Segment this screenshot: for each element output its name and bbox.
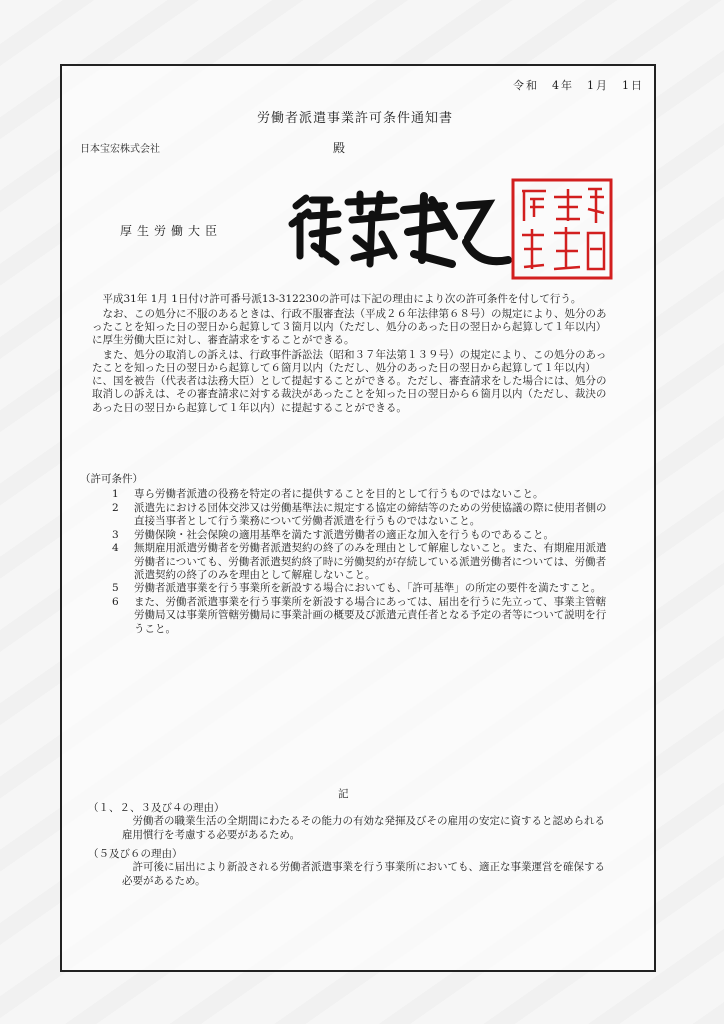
body-paragraph: 平成31年 1月 1日付け許可番号派13-312230の許可は下記の理由により次の許可条件を付して行う。 bbox=[102, 293, 582, 305]
condition-number: 2 bbox=[112, 501, 119, 514]
condition-item bbox=[92, 596, 613, 636]
condition-text: 専ら労働者派遣の役務を特定の者に提供することを目的として行うものではないこと。 bbox=[134, 488, 544, 500]
condition-number: 3 bbox=[112, 528, 119, 541]
issue-date: 令和 4年 1月 1日 bbox=[513, 79, 644, 92]
condition-item bbox=[92, 582, 613, 595]
reason-heading-1: （１、２、３及び４の理由） bbox=[88, 802, 225, 814]
conditions-heading: （許可条件） bbox=[80, 473, 143, 485]
condition-item bbox=[92, 542, 613, 582]
condition-text: 派遣先における団体交渉又は労働基準法に規定する協定の締結等のための労使協議の際に使用者側の直接当事者として行う業務について労働者派遣を行うものではないこと。 bbox=[134, 501, 607, 527]
signature-image bbox=[282, 176, 512, 276]
body-paragraph: また、処分の取消しの訴えは、行政事件訴訟法（昭和３７年法第１３９号）の規定により、この処分のあったことを知った日の翌日から起算して６箇月以内（ただし、処分のあった日の翌日から起算して１年以内）に、国を被告（代表者は法務大臣）として提起することができる。ただし、審査請求をした場合には、処分の取消しの訴えは、その審査請求に対する裁決があったことを知った日の翌日から６箇月以内（ただし、裁決のあった日の翌日から起算して１年以内）に提起することができる。 bbox=[92, 348, 607, 414]
body-paragraph: なお、この処分に不服のあるときは、行政不服審査法（平成２６年法律第６８号）の規定により、処分のあったことを知った日の翌日から起算して３箇月以内（ただし、処分のあった日の翌日から起算して１年以内）に厚生労働大臣に対し、審査請求をすることができる。 bbox=[92, 307, 607, 347]
ki-heading: 記 bbox=[338, 788, 349, 800]
condition-text: 労働保険・社会保険の適用基準を満たす派遣労働者の適正な加入を行うものであること。 bbox=[134, 528, 554, 541]
condition-text: 無期雇用派遣労働者を労働者派遣契約の終了のみを理由として解雇しないこと。また、有期雇用派遣労働者についても、労働者派遣契約終了時に労働契約が存続している派遣労働者については、労働者派遣契約の終了のみを理由として解雇しないこと。 bbox=[134, 542, 607, 581]
condition-item bbox=[92, 488, 613, 501]
recipient-name: 日本宝宏株式会社 bbox=[80, 144, 160, 155]
sender-title: 厚生労働大臣 bbox=[120, 224, 223, 238]
condition-number: 1 bbox=[112, 488, 119, 500]
document-title: 労働者派遣事業許可条件通知書 bbox=[257, 111, 454, 126]
condition-number: 5 bbox=[112, 582, 119, 595]
reason-heading-2: （５及び６の理由） bbox=[88, 848, 183, 860]
condition-item bbox=[92, 502, 613, 528]
conditions-list bbox=[92, 488, 613, 636]
condition-item bbox=[92, 529, 613, 542]
reason-text-2: 許可後に届出により新設される労働者派遣事業を行う事業所においても、適正な事業運営を確保する必要があるため。 bbox=[122, 861, 605, 887]
condition-number: 4 bbox=[112, 542, 119, 555]
condition-number: 6 bbox=[112, 596, 119, 609]
official-seal-image bbox=[510, 177, 614, 281]
condition-text: 労働者派遣事業を行う事業所を新設する場合においても、「許可基準」の所定の要件を満たすこと。 bbox=[134, 582, 602, 595]
notice-body bbox=[92, 293, 613, 416]
reason-text-1: 労働者の職業生活の全期間にわたるその能力の有効な発揮及びその雇用の安定に資すると認められる雇用慣行を考慮する必要があるため。 bbox=[122, 815, 605, 841]
recipient-honorific: 殿 bbox=[333, 141, 346, 155]
condition-text: また、労働者派遣事業を行う事業所を新設する場合にあっては、届出を行うに先立って、事業主管轄労働局又は事業所管轄労働局に事業計画の概要及び派遣元責任者となる予定の者等について説明を行うこと。 bbox=[134, 596, 607, 635]
